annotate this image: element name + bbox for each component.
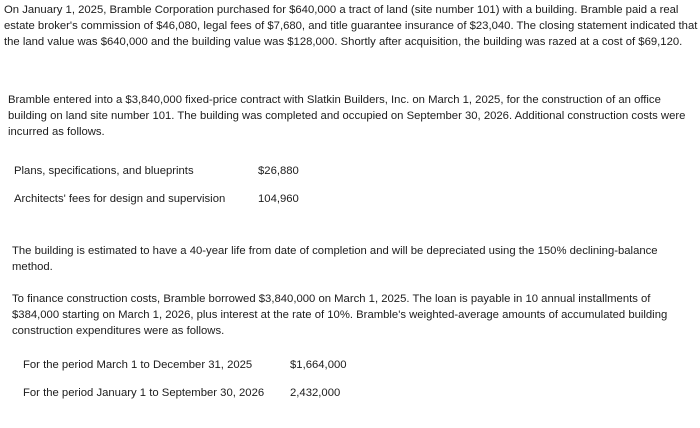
paragraph-financing: To finance construction costs, Bramble borrowed $3,840,000 on March 1, 2025. The loan is payable in 10 annual installments of $384,000 starting on March 1, 2026, plus interest at the rate of 10%. Bramble's weighted-average amounts of accumulated building construction expenditures were as follows. — [12, 293, 668, 337]
expenditure-amount: $1,664,000 — [290, 359, 347, 371]
cost-label: Architects' fees for design and supervision — [14, 193, 226, 205]
expenditure-label: For the period March 1 to December 31, 2025 — [23, 359, 253, 371]
paragraph-land-purchase: On January 1, 2025, Bramble Corporation purchased for $640,000 a tract of land (site number 101) with a building. Bramble paid a real estate broker's commission of $46,080, legal fees of $7,680, and title guarantee insurance of $23,040. The closing statement indicated that the land value was $640,000 and the building value was $128,000. Shortly after acquisition, the building was razed at a cost of $69,120. — [4, 4, 698, 48]
cost-label: Plans, specifications, and blueprints — [14, 165, 194, 177]
paragraph-depreciation: The building is estimated to have a 40-year life from date of completion and will be depreciated using the 150% declining-balance method. — [12, 245, 658, 273]
cost-amount: $26,880 — [258, 165, 299, 177]
cost-amount: 104,960 — [258, 193, 299, 205]
expenditure-amount: 2,432,000 — [290, 387, 341, 399]
expenditure-label: For the period January 1 to September 30, 2026 — [23, 387, 265, 399]
paragraph-construction-contract: Bramble entered into a $3,840,000 fixed-price contract with Slatkin Builders, Inc. on March 1, 2025, for the construction of an office building on land site number 101. The building was completed and occupied on September 30, 2026. Additional construction costs were incurred as follows. — [8, 94, 686, 138]
